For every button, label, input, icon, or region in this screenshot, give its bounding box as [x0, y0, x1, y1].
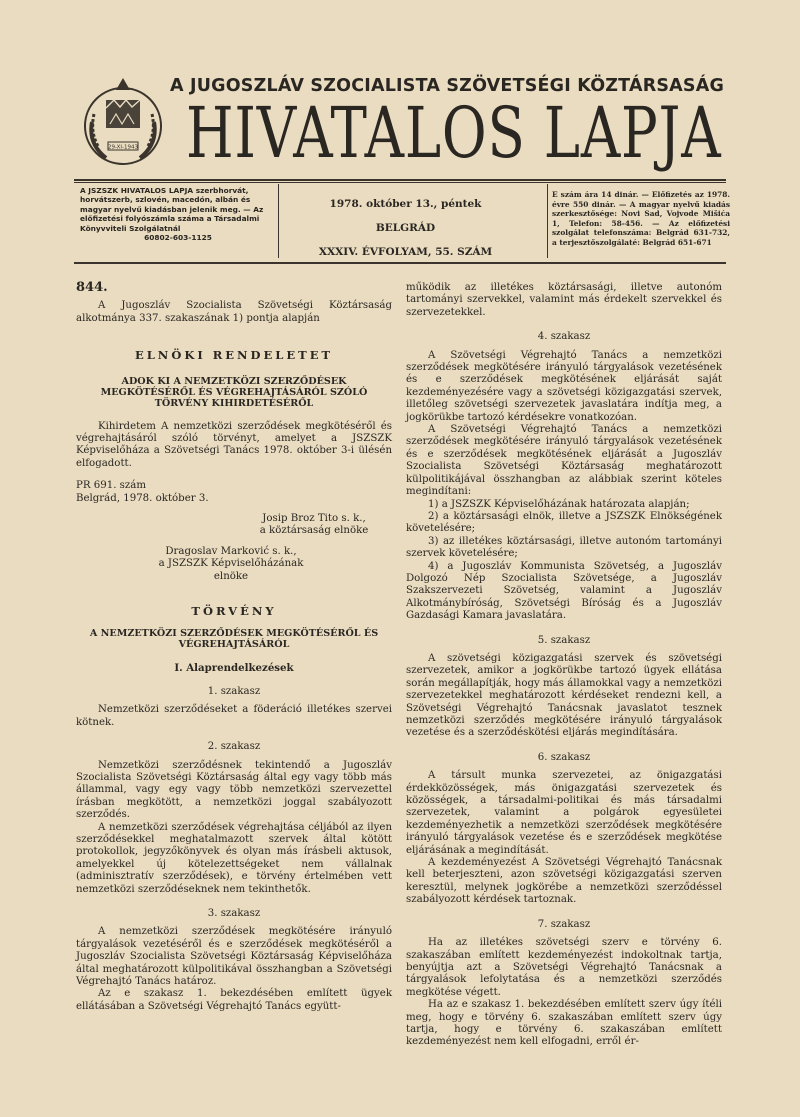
- chapter-heading: I. Alaprendelkezések: [174, 661, 294, 674]
- section-text: Nemzetközi szerződéseket a föderáció illetékes szervei kötnek.: [76, 704, 392, 728]
- signature-role: a köztársaság elnöke: [259, 525, 369, 537]
- section-text: A nemzetközi szerződések végrehajtása céljából az ilyen szerződésekkel meghatalmazott szervek által kötött protokollok, jegyzőkönyvek és olyan más írásbeli aktusok, amelyekkel új kötelezettségeket nem vállalnak (adminisztratív szerződések), e törvény értelmében vett nemzetközi szerződéseknek nem tekinthetők.: [76, 821, 392, 895]
- intro-text: A Jugoszláv Szocialista Szövetségi Köztársaság alkotmánya 337. szakaszának 1) pontja alapján: [76, 300, 392, 324]
- place-date: Belgrád, 1978. október 3.: [76, 492, 209, 504]
- gazette-supertitle: A JUGOSZLÁV SZOCIALISTA SZÖVETSÉGI KÖZTÁRSASÁG: [170, 76, 725, 96]
- header-bottom-rule: [74, 262, 726, 264]
- continued-text: működik az illetékes köztársasági, illetve autonóm tartományi szervekkel, valamint más érdekelt szervekkel és szervezetekkel.: [406, 282, 722, 318]
- issue-info: [283, 192, 528, 264]
- masthead-rule-thin: [74, 182, 726, 183]
- decree-text: Kihirdetem A nemzetközi szerződések megkötéséről és végrehajtásáról szóló törvényt, amelyet a JSZSZK Képviselőháza a Szövetségi Tanács 1978. október 3-i ülésén elfogadott.: [76, 420, 392, 469]
- signature-tito: [236, 513, 392, 538]
- issue-place: BELGRÁD: [375, 222, 436, 234]
- masthead-rule: [74, 179, 726, 181]
- gazette-title: HIVATALOS LAPJA: [186, 92, 722, 174]
- section-label: 7. szakasz: [537, 918, 591, 930]
- section-label: 5. szakasz: [537, 634, 591, 646]
- section-label: 6. szakasz: [537, 751, 591, 763]
- section-text: A társult munka szervezetei, az önigazgatási érdekközösségek, más önigazgatási szervezetek és közösségek, a társadalmi-politikai és más társadalmi szervezetek, valamint a polgárok egyesületei kezdeményezhetik a nemzetközi szerződések megkötésére irányuló tárgyalások vezetése és e szerződések megkötése eljárásának a megindítását.: [406, 770, 722, 856]
- section-text: A Szövetségi Végrehajtó Tanács a nemzetközi szerződések megkötésére irányuló tárgyalások vezetésének és e szerződések megkötésének eljárását a Jugoszláv Szocialista Szövetségi Köztársaság meghatározott külpolitikájával összhangban az alábbiak szerint köteles megindítani:: [406, 424, 722, 498]
- column-divider: [547, 184, 548, 258]
- publication-info-text: A JSZSZK HIVATALOS LAPJA szerbhorvát, horvátszerb, szlovén, macedón, albán és magyar nyelvű kiadásban jelenik meg. — Az előfizetési folyószámla száma a Társadalmi Könyvviteli Szolgálatnál: [80, 186, 264, 233]
- decree-heading: ELNÖKI RENDELETET: [134, 348, 334, 363]
- act-number: 844.: [76, 280, 108, 295]
- law-heading: TÖRVÉNY: [191, 604, 277, 619]
- section-label: 3. szakasz: [207, 908, 261, 919]
- law-title: A NEMZETKÖZI SZERZŐDÉSEK MEGKÖTÉSÉRŐL ÉS VÉGREHAJTÁSÁRÓL: [89, 627, 379, 650]
- section-label: 2. szakasz: [207, 741, 261, 753]
- section-text: Ha az illetékes szövetségi szerv e törvény 6. szakaszában említett kezdeményezést indokoltnak tartja, benyújtja azt a Szövetségi Végrehajtó Tanácsnak a tárgyalások lefolytatása és a nemzetközi szerződés megkötése végett.: [406, 937, 722, 998]
- list-item: 4) a Jugoszláv Kommunista Szövetség, a Jugoszláv Dolgozó Nép Szocialista Szövetsége, a Jugoszláv Szakszervezeti Szövetség, valamint a Jugoszláv Alkotmánybíróság, Szövetségi Bíróság és a Jugoszláv Gazdasági Kamara javaslatára.: [406, 560, 722, 622]
- emblem-date: 29-XI-1943: [107, 144, 139, 151]
- signature-markovic: [146, 546, 316, 583]
- pr-number: PR 691. szám: [76, 480, 147, 492]
- right-column: [406, 282, 722, 1049]
- section-text: A kezdeményezést A Szövetségi Végrehajtó Tanácsnak kell beterjeszteni, azon szövetségi közigazgatási szerven keresztül, melynek jogkörébe a nemzetközi szerződéssel szabályozott kérdések tartoznak.: [406, 857, 722, 906]
- publication-info: [80, 186, 276, 242]
- section-text: A nemzetközi szerződések megkötésére irányuló tárgyalások vezetéséről és e szerződések megkötéséről a Jugoszláv Szocialista Szövetségi Köztársaság Képviselőháza által meghatározott külpolitikával összhangban a Szövetségi Végrehajtó Tanács határoz.: [76, 926, 392, 988]
- section-text: Az e szakasz 1. bekezdésében említett ügyek ellátásában a Szövetségi Végrehajtó Tanács együtt-: [76, 988, 392, 1012]
- decree-subheading: ADOK KI A NEMZETKÖZI SZERZŐDÉSEK MEGKÖTÉSÉRŐL ÉS VÉGREHAJTÁSÁRÓL SZÓLÓ TÖRVÉNY KIHIRDETÉSÉRŐL: [100, 375, 368, 409]
- list-item: 1) a JSZSZK Képviselőházának határozata alapján;: [428, 498, 690, 510]
- price-info: E szám ára 14 dinár. — Előfizetés az 1978. évre 550 dinár. — A magyar nyelvű kiadás szerkesztősége: Novi Sad, Vojvode Mišića 1, Telefon: 58-456. — Az előfizetési szolgálat telefonszáma: Belgrád 631-732, a terjesztőszolgálaté: Belgrád 651-671: [552, 190, 730, 247]
- column-divider: [278, 184, 279, 258]
- section-label: 4. szakasz: [537, 331, 591, 343]
- section-text: Nemzetközi szerződésnek tekintendő a Jugoszláv Szocialista Szövetségi Köztársaság által egy vagy több más állammal, vagy egy vagy több nemzetközi szervezettel írásban megkötött, a nemzetközi joggal szabályozott szerződés.: [76, 759, 392, 821]
- signature-name: Dragoslav Marković s. k.,: [165, 545, 297, 557]
- section-text: A Szövetségi Végrehajtó Tanács a nemzetközi szerződések megkötésére irányuló tárgyalások vezetésének és e szerződések megkötésének eljárását saját kezdeményezésére vagy a szövetségi közigazgatási szervek, illetőleg szövetségi szervezetek javaslatára indítja meg, a jogkörükbe tartozó kérdésekre vonatkozóan.: [406, 349, 722, 423]
- left-column: [76, 282, 392, 1013]
- signature-name: Josip Broz Tito s. k.,: [262, 513, 366, 525]
- section-text: A szövetségi közigazgatási szervek és szövetségi szervezetek, amikor a jogkörükbe tartozó ügyek ellátása során megállapítják, hogy más államokkal vagy a nemzetközi szervezetekkel meghatározott kérdéseket rendezni kell, a Szövetségi Végrehajtó Tanácsnak javaslatot tesznek nemzetközi szerződés megkötésére irányuló tárgyalások vezetése és a szerződéskötési eljárás megindítására.: [406, 652, 722, 739]
- issue-volume: XXXIV. ÉVFOLYAM, 55. SZÁM: [318, 246, 493, 258]
- list-item: 3) az illetékes köztársasági, illetve autonóm tartományi szervek követelésére;: [406, 535, 722, 560]
- issue-date: 1978. október 13., péntek: [329, 198, 482, 210]
- section-label: 1. szakasz: [207, 685, 261, 697]
- list-item: 2) a köztársasági elnök, illetve a JSZSZK Elnökségének követelésére;: [406, 510, 722, 535]
- account-number: 60802-603-1125: [144, 233, 212, 243]
- signature-role: a JSZSZK Képviselőházának elnöke: [158, 558, 304, 582]
- section-text: Ha az e szakasz 1. bekezdésében említett szerv úgy ítéli meg, hogy e törvény 6. szakaszában említett szerv úgy tartja, hogy e törvény 6. szakaszában említett kezdeményezést nem kell elfogadni, erről ér-: [406, 999, 722, 1048]
- state-emblem-icon: [80, 74, 166, 168]
